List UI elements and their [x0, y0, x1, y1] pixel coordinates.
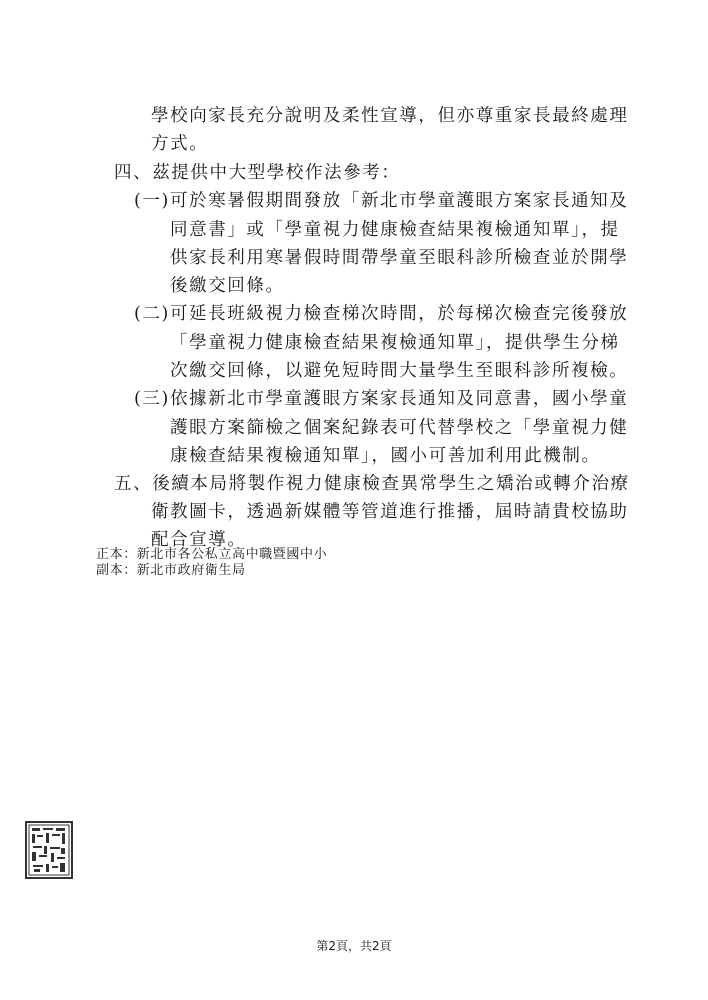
item4-sub1-line-2: 同意書」或「學童視力健康檢查結果複檢通知單」，提 [170, 220, 620, 240]
copy-recipient: 副本：新北市政府衛生局 [96, 563, 246, 578]
item5-line-3: 配合宣導。 [151, 530, 247, 550]
item5-line-2: 衛教圖卡，透過新媒體等管道進行推播，屆時請貴校協助 [151, 502, 629, 522]
item4-sub1-line-1: (一)可於寒暑假期間發放「新北市學童護眼方案家長通知及 [134, 191, 629, 211]
item4-sub3-line-2: 護眼方案篩檢之個案紀錄表可代替學校之「學童視力健 [170, 418, 629, 438]
item4-sub2-line-2: 「學童視力健康檢查結果複檢通知單」，提供學生分梯 [170, 333, 620, 353]
official-seal-icon [24, 820, 74, 880]
item5-line-1: 五、後續本局將製作視力健康檢查異常學生之矯治或轉介治療 [114, 474, 630, 494]
item4-sub1-line-3: 供家長利用寒暑假時間帶學童至眼科診所檢查並於開學 [170, 248, 629, 268]
para3-line-2: 方式。 [151, 134, 209, 154]
item4-sub1-line-4: 後繳交回條。 [170, 276, 285, 296]
item4-heading: 四、茲提供中大型學校作法參考： [114, 163, 401, 183]
main-recipient: 正本：新北市各公私立高中職暨國中小 [96, 547, 328, 562]
item4-sub3-line-3: 康檢查結果複檢通知單」，國小可善加利用此機制。 [170, 446, 601, 466]
para3-line-1: 學校向家長充分說明及柔性宣導，但亦尊重家長最終處理 [151, 106, 629, 126]
item4-sub3-line-1: (三)依據新北市學童護眼方案家長通知及同意書，國小學童 [134, 389, 629, 409]
item4-sub2-line-1: (二)可延長班級視力檢查梯次時間，於每梯次檢查完後發放 [134, 304, 629, 324]
page-number: 第2頁，共2頁 [316, 939, 392, 953]
item4-sub2-line-3: 次繳交回條，以避免短時間大量學生至眼科診所複檢。 [170, 361, 629, 381]
